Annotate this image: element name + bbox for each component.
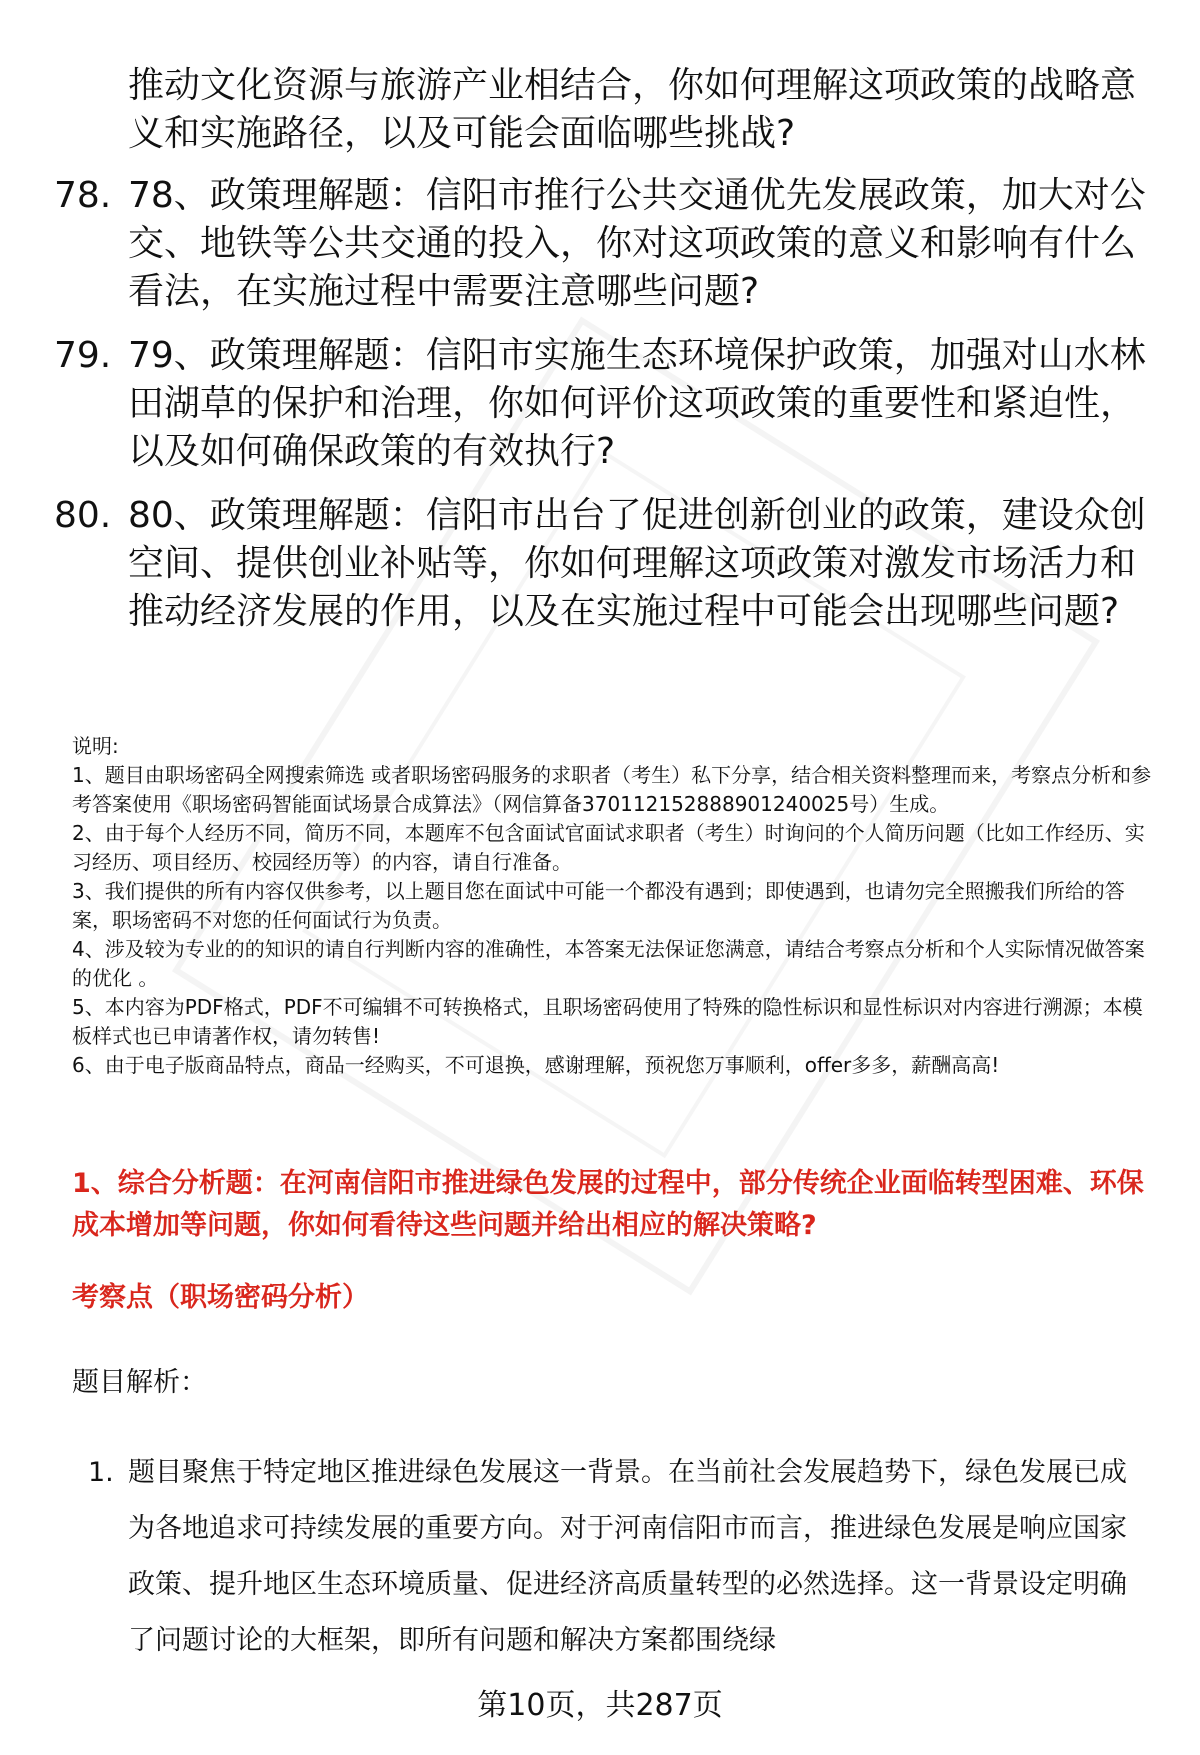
notes-title: 说明: xyxy=(72,734,119,758)
note-item: 1、题目由职场密码全网搜索筛选 或者职场密码服务的求职者（考生）私下分享，结合相关资料整理而来，考察点分析和参考答案使用《职场密码智能面试场景合成算法》（网信算备370112152888901240025号）生成。 xyxy=(72,763,1152,816)
question-text: 80、政策理解题：信阳市出台了促进创新创业的政策，建设众创空间、提供创业补贴等，你如何理解这项政策对激发市场活力和推动经济发展的作用，以及在实施过程中可能会出现哪些问题? xyxy=(128,495,1146,632)
analysis-item-number: 1. xyxy=(88,1457,114,1488)
note-item: 2、由于每个人经历不同，简历不同，本题库不包含面试官面试求职者（考生）时询问的个人简历问题（比如工作经历、实习经历、项目经历、校园经历等）的内容，请自行准备。 xyxy=(72,821,1145,874)
focus-heading: 考察点（职场密码分析） xyxy=(72,1282,369,1313)
notes-section xyxy=(72,732,1162,1080)
question-text: 79、政策理解题：信阳市实施生态环境保护政策，加强对山水林田湖草的保护和治理，你如何评价这项政策的重要性和紧迫性，以及如何确保政策的有效执行? xyxy=(128,335,1146,472)
question-text: 推动文化资源与旅游产业相结合，你如何理解这项政策的战略意义和实施路径，以及可能会面临哪些挑战? xyxy=(128,65,1137,154)
note-item: 5、本内容为PDF格式，PDF不可编辑不可转换格式，且职场密码使用了特殊的隐性标识和显性标识对内容进行溯源；本模板样式也已申请著作权，请勿转售! xyxy=(72,995,1143,1048)
question-number: 80. xyxy=(54,495,112,536)
question-text: 78、政策理解题：信阳市推行公共交通优先发展政策，加大对公交、地铁等公共交通的投入，你对这项政策的意义和影响有什么看法，在实施过程中需要注意哪些问题? xyxy=(128,175,1146,312)
page-footer: 第10页，共287页 xyxy=(477,1688,723,1723)
analysis-item-text: 题目聚焦于特定地区推进绿色发展这一背景。在当前社会发展趋势下，绿色发展已成为各地追求可持续发展的重要方向。对于河南信阳市而言，推进绿色发展是响应国家政策、提升地区生态环境质量、促进经济高质量转型的必然选择。这一背景设定明确了问题讨论的大框架，即所有问题和解决方案都围绕绿 xyxy=(128,1457,1127,1656)
note-item: 6、由于电子版商品特点，商品一经购买，不可退换，感谢理解，预祝您万事顺利，offer多多，薪酬高高! xyxy=(72,1053,1000,1077)
question-number: 79. xyxy=(54,335,112,376)
analysis-label: 题目解析： xyxy=(72,1367,207,1398)
main-question-heading: 1、综合分析题：在河南信阳市推进绿色发展的过程中，部分传统企业面临转型困难、环保成本增加等问题，你如何看待这些问题并给出相应的解决策略? xyxy=(72,1168,1144,1241)
note-item: 3、我们提供的所有内容仅供参考，以上题目您在面试中可能一个都没有遇到；即使遇到，也请勿完全照搬我们所给的答案，职场密码不对您的任何面试行为负责。 xyxy=(72,879,1125,932)
note-item: 4、涉及较为专业的的知识的请自行判断内容的准确性，本答案无法保证您满意，请结合考察点分析和个人实际情况做答案的优化 。 xyxy=(72,937,1145,990)
question-number: 78. xyxy=(54,175,112,216)
